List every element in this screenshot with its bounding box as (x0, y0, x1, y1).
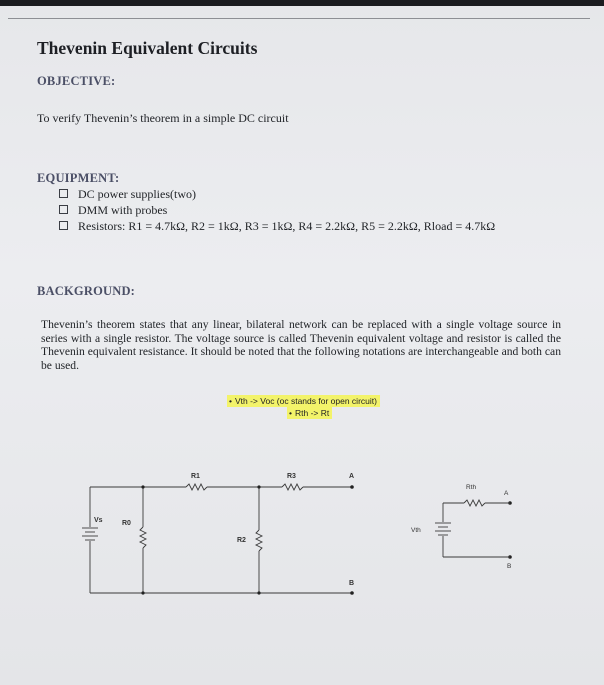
background-paragraph: Thevenin’s theorem states that any linear, bilateral network can be replaced with a single voltage source in series with a single resistor. The voltage source is called Thevenin equivalent voltage and resistor is called the Thevenin equivalent resistance. It should be noted that the following notations are interchangeable and both can be used. (41, 318, 561, 372)
equipment-item-text: Resistors: R1 = 4.7kΩ, R2 = 1kΩ, R3 = 1kΩ, R4 = 2.2kΩ, R5 = 2.2kΩ, Rload = 4.7kΩ (78, 219, 496, 233)
label-r3: R3 (287, 473, 296, 480)
resistor-r2-symbol (256, 530, 262, 551)
bullet-icon: • (289, 408, 292, 418)
label-rth: Rth (466, 484, 477, 491)
original-circuit (82, 484, 355, 593)
label-b2: B (507, 563, 512, 570)
node-dot (257, 591, 260, 594)
bullet-icon: • (229, 396, 232, 406)
label-r1: R1 (191, 473, 200, 480)
equipment-item-text: DC power supplies(two) (78, 187, 196, 201)
background-heading: BACKGROUND: (37, 284, 136, 298)
resistor-rth-symbol (464, 500, 485, 506)
resistor-r0-symbol (140, 527, 146, 548)
document-title: Thevenin Equivalent Circuits (37, 38, 258, 58)
objective-heading: OBJECTIVE: (37, 74, 116, 88)
label-b: B (349, 580, 355, 587)
label-r2: R2 (237, 537, 246, 544)
note-text: Vth -> Voc (oc stands for open circuit) (234, 396, 377, 406)
equipment-item-text: DMM with probes (78, 203, 168, 217)
objective-text: To verify Thevenin’s theorem in a simple DC circuit (37, 111, 289, 125)
note-text: Rth -> Rt (294, 408, 330, 418)
label-vs: Vs (94, 517, 103, 524)
label-r0: R0 (122, 520, 131, 527)
equipment-heading: EQUIPMENT: (37, 171, 120, 185)
resistor-r1-symbol (186, 484, 207, 490)
nodes (141, 485, 511, 595)
label-vth: Vth (411, 527, 421, 534)
node-dot (257, 485, 260, 488)
terminal-a-dot (350, 485, 354, 489)
label-a2: A (504, 490, 509, 497)
node-dot (141, 485, 144, 488)
resistor-r3-symbol (282, 484, 303, 490)
node-dot (141, 591, 144, 594)
label-a: A (349, 473, 355, 480)
terminal-b-dot (350, 591, 354, 595)
thevenin-equivalent-circuit (435, 500, 510, 557)
